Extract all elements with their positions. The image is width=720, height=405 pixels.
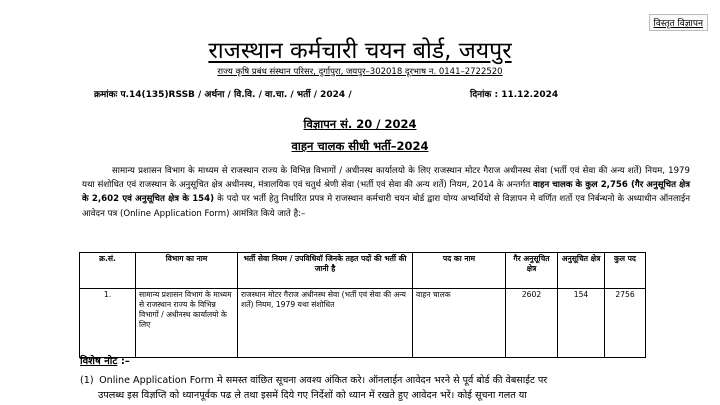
note-number: (1)	[80, 375, 94, 386]
special-notes-label: विशेष नोट	[80, 356, 118, 367]
cell-rules: राजस्थान मोटर गैराज अधीनस्थ सेवा (भर्ती एवं सेवा की अन्य शर्ते) नियम, 1979 यथा संशोधित	[238, 289, 413, 358]
col-department: विभाग का नाम	[136, 253, 238, 289]
cell-scheduled: 154	[558, 289, 605, 358]
col-total: कुल पद	[605, 253, 646, 289]
intro-text-2: के पदो पर भर्ती हेतु निर्धारित प्रपत्र मे राजस्थान कर्मचारी चयन बोर्ड द्वारा योग्य अभ्यर्थियो से विज्ञापन मे वर्णित शर्तो एव निर्बन्धनो के अध्याधीन ऑनलाईन आवेदन पत्र (Online Application Form) आमंत्रित किये जाते है:–	[82, 194, 690, 219]
issue-date: दिनांक : 11.12.2024	[470, 90, 559, 100]
cell-total: 2756	[605, 289, 646, 358]
advertisement-number: विज्ञापन सं. 20 / 2024	[303, 117, 417, 131]
detailed-advertisement-link[interactable]: विस्तृत विज्ञापन	[649, 14, 709, 31]
reference-number: क्रमांकः प.14(135)RSSB / अर्थना / वि.वि. / वा.चा. / भर्ती / 2024 /	[94, 90, 352, 100]
intro-paragraph	[82, 164, 690, 221]
cell-serial: 1.	[80, 289, 136, 358]
vacancy-table	[79, 252, 646, 358]
table-header-row	[80, 253, 646, 289]
note-item-1	[80, 373, 695, 403]
advertisement-title: वाहन चालक सीधी भर्ती–2024	[291, 139, 429, 153]
board-title: राजस्थान कर्मचारी चयन बोर्ड, जयपुर	[208, 38, 512, 64]
note-text-line-2: उपलब्ध इस विज्ञप्ति को ध्यानपूर्वक पढ ले तथा इसमें दिये गए निर्देशों को ध्यान में रखते हुए आवेदन भरें। कोई सूचना गलत या	[98, 390, 527, 401]
cell-department: सामान्य प्रशासन विभाग के माध्यम से राजस्थान राज्य के विभिन्न विभागों / अधीनस्थ कार्यालयो के लिए	[136, 289, 238, 358]
col-rules: भर्ती सेवा नियम / उपविधियॉ जिनके तहत पदों की भर्ती की जानी है	[238, 253, 413, 289]
board-address: राज्य कृषि प्रबंध संस्थान परिसर, दुर्गापुरा, जयपुर–302018 दूरभाष न. 0141–2722520	[217, 67, 503, 77]
special-notes-heading	[80, 353, 130, 367]
col-scheduled: अनुसूचित क्षेत्र	[558, 253, 605, 289]
intro-text-1: सामान्य प्रशासन विभाग के माध्यम से राजस्थान राज्य के विभिन्न विभागों / अधीनस्थ कार्यालयो के लिए राजस्थान मोटर गैराज अधीनस्थ सेवा (भर्ती एवं सेवा की अन्य शर्ते) नियम, 1979 यथा संशोधित एवं राजस्थान के अनुसूचित क्षेत्र अधीनस्थ, मंत्रालयिक एवं चतुर्थ श्रेणी सेवा (भर्ती एवं सेवा की अन्य शर्ते) नियम, 2014 के अन्तर्गत	[82, 166, 690, 191]
col-post: पद का नाम	[413, 253, 506, 289]
cell-non-scheduled: 2602	[506, 289, 558, 358]
col-serial: क्र.सं.	[80, 253, 136, 289]
note-text-line-1: Online Application Form मे समस्त वांछित सूचना अवश्य अंकित करे। ऑनलाईन आवेदन भरने से पूर्व बोर्ड की वेबसाईट पर	[99, 375, 548, 386]
cell-post: वाहन चालक	[413, 289, 506, 358]
col-non-scheduled: गैर अनुसूचित क्षेत्र	[506, 253, 558, 289]
intro-bold-vacancies: वाहन चालक के कुल 2,756 (गैर अनुसूचित क्षेत्र के 2,602 एवं अनुसूचित क्षेत्र के 154)	[82, 180, 691, 205]
table-row	[80, 289, 646, 358]
special-notes-suffix: :–	[117, 356, 130, 367]
